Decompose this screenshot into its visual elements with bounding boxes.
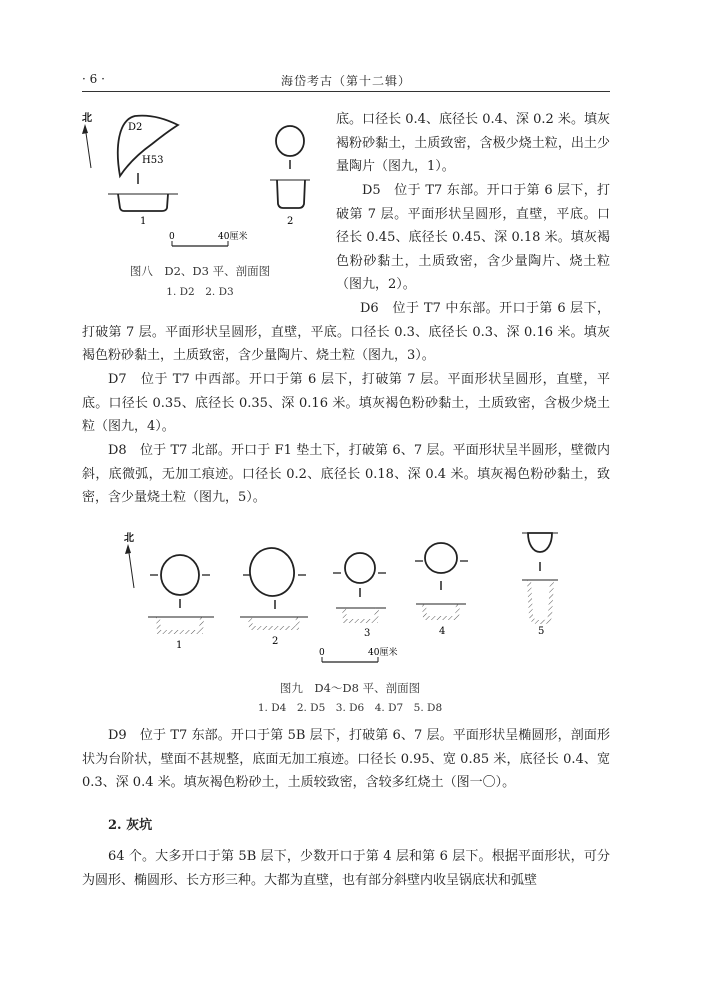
paragraph-d6: D6 位于 T7 中东部。开口于第 6 层下，打破第 7 层。平面形状呈圆形，直壁，平底。口径长 0.3、底径长 0.3、深 0.16 米。填灰褐色粉砂黏土，土质致密，含少量陶片、烧土粒（图九，3）。: [82, 301, 610, 363]
figure-8-subcaption: 1. D2 2. D3: [166, 286, 234, 298]
fig8-d2-label: D2: [128, 122, 143, 133]
paragraph-d5: D5 位于 T7 东部。开口于第 6 层下，打破第 7 层。平面形状呈圆形，直壁，平底。口径长 0.45、底径长 0.45、深 0.18 米。填灰褐色粉砂黏土，土质致密，含少量陶片、烧土粒（图九，2）。: [336, 183, 610, 292]
figure-9-drawing: [110, 528, 570, 668]
figure-9-subcaption: 1. D4 2. D5 3. D6 4. D7 5. D8: [257, 702, 443, 714]
fig9-d8-plan: [528, 533, 552, 552]
section-title: 2. 灰坑: [108, 818, 153, 833]
fig8-h53-label: H53: [142, 155, 164, 166]
fig8-scale-end: 40厘米: [218, 232, 248, 242]
fig9-d4-plan: [161, 555, 199, 595]
page-number: · 6 ·: [82, 72, 105, 86]
fig9-d6-section: [344, 608, 377, 621]
fig9-number-4: 4: [439, 626, 446, 637]
fig9-d6-plan: [345, 553, 375, 583]
fig9-north-arrowhead: [125, 544, 131, 554]
paragraph-final: 64 个。大多开口于第 5B 层下，少数开口于第 4 层和第 6 层下。根据平面形状，可分为圆形、椭圆形、长方形三种。大都为直壁，也有部分斜壁内收呈锅底状和弧壁: [82, 849, 610, 888]
fig8-d2-plan: [118, 116, 178, 176]
figure-8-caption: 图八 D2、D3 平、剖面图: [129, 264, 271, 278]
paragraph-d8: D8 位于 T7 北部。开口于 F1 垫土下，打破第 6、7 层。平面形状呈半圆形，壁微内斜，底微弧，无加工痕迹。口径长 0.2、底径长 0.18、深 0.4 米。填灰褐色粉砂黏土，致密，含少量烧土粒（图九，5）。: [82, 443, 610, 505]
header-rule: [82, 91, 610, 92]
fig9-d7-section: [424, 604, 458, 618]
page-header: [82, 70, 610, 90]
fig9-scale-end: 40厘米: [368, 648, 398, 658]
figure-9-caption: 图九 D4～D8 平、剖面图: [279, 681, 421, 695]
figure-8-drawing: [80, 108, 330, 253]
fig8-number-2: 2: [287, 216, 294, 227]
fig9-number-5: 5: [538, 626, 545, 637]
paragraph-top-continuation: 底。口径长 0.4、底径长 0.4、深 0.2 米。填灰褐粉砂黏土，土质致密，含极少烧土粒，出土少量陶片（图九，1）。: [336, 112, 610, 174]
fig9-d8-section: [529, 580, 552, 622]
fig8-scale-start: 0: [169, 232, 175, 242]
paragraph-d9: D9 位于 T7 东部。开口于第 5B 层下，打破第 6、7 层。平面形状呈椭圆形，剖面形状为台阶状，壁面不甚规整，底面无加工痕迹。口径长 0.95、宽 0.85 米，底径长 0.4、宽 0.3、深 0.4 米。填灰褐色粉砂土，土质较致密，含较多红烧土（图一〇）。: [82, 728, 610, 790]
fig8-d3-section: [277, 180, 305, 208]
fig9-d5-plan: [246, 545, 298, 600]
fig8-number-1: 1: [140, 216, 147, 227]
fig8-north-arrowhead: [82, 124, 88, 134]
fig9-d7-plan: [425, 543, 457, 573]
fig9-north-label: 北: [124, 533, 134, 544]
fig9-scale-start: 0: [319, 648, 325, 658]
fig9-number-3: 3: [364, 628, 371, 639]
journal-title: 海岱考古（第十二辑）: [280, 74, 411, 88]
fig8-d3-plan: [276, 126, 304, 156]
fig9-d5-section: [250, 617, 298, 628]
fig9-number-1: 1: [176, 640, 183, 651]
fig8-north-label: 北: [82, 113, 92, 124]
fig9-d4-section: [158, 617, 202, 632]
fig9-number-2: 2: [272, 636, 279, 647]
paragraph-d7: D7 位于 T7 中西部。开口于第 6 层下，打破第 7 层。平面形状呈圆形，直壁，平底。口径长 0.35、底径长 0.35、深 0.16 米。填灰褐色粉砂黏土，土质致密，含极少烧土粒（图九，4）。: [82, 372, 610, 434]
fig8-d2-section: [118, 194, 168, 211]
